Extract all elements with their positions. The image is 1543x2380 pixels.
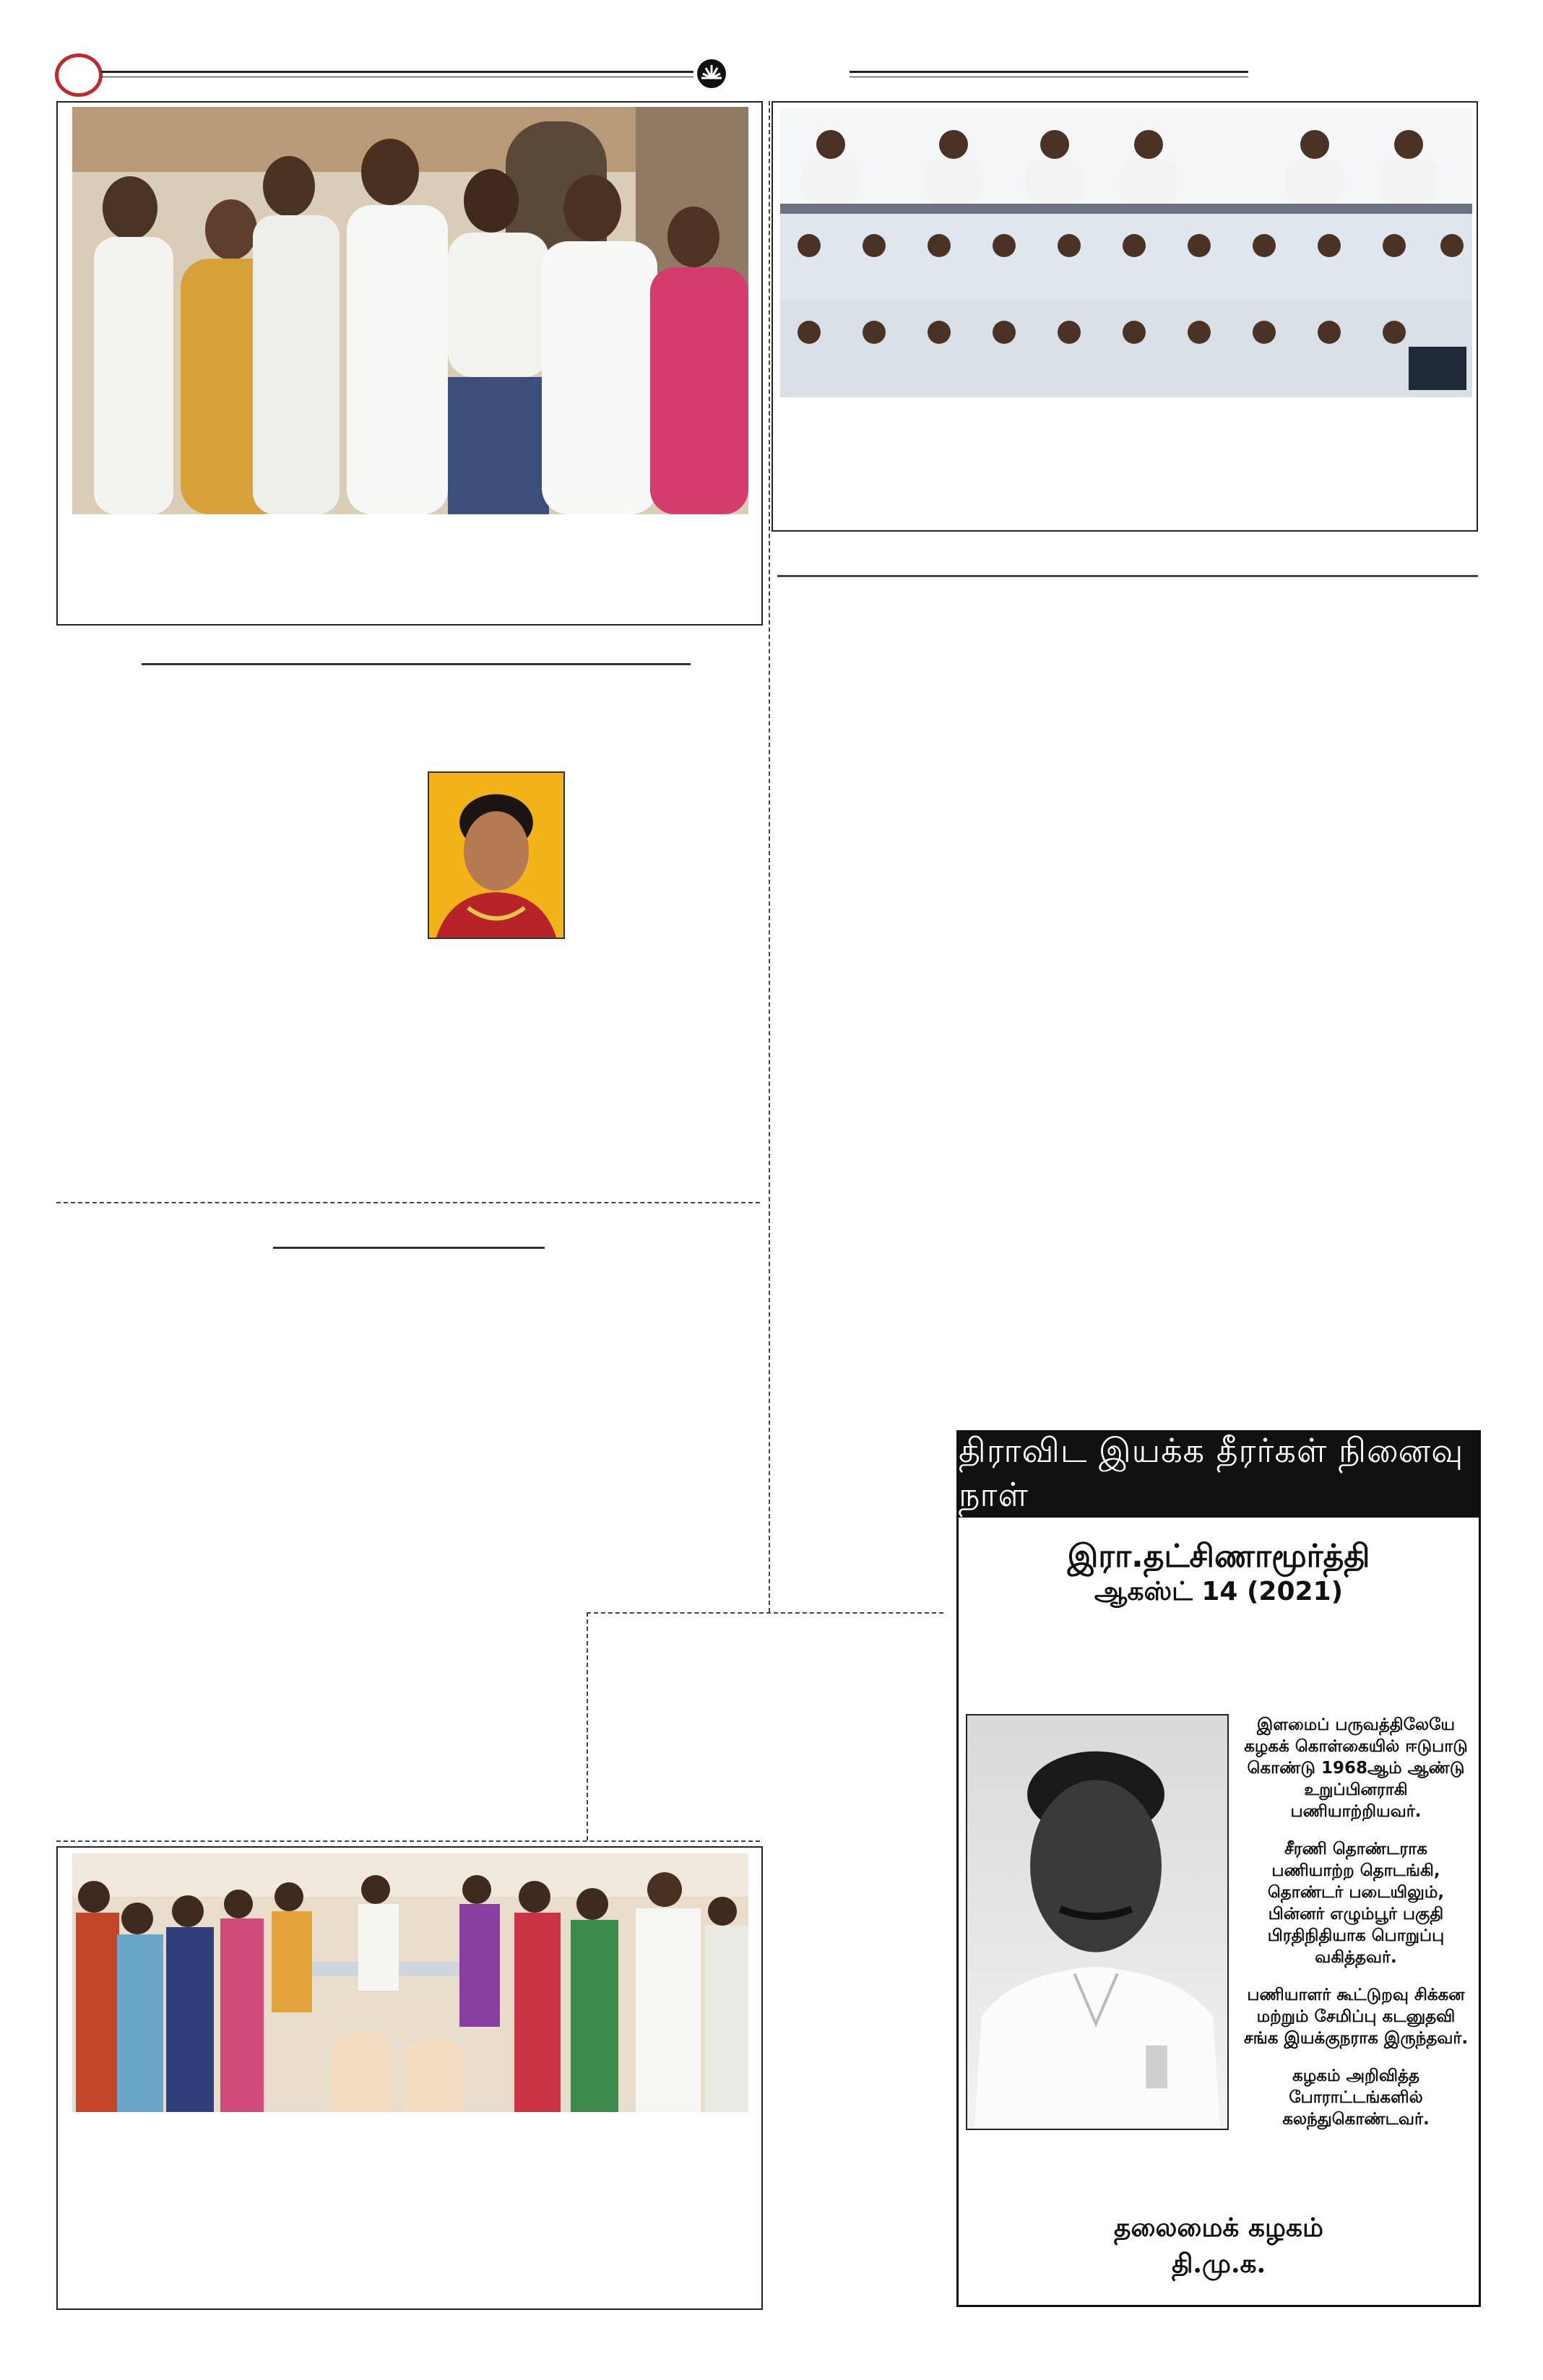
section-rule <box>273 1247 545 1249</box>
memorial-bio-paragraph: பணியாளர் கூட்டுறவு சிக்கன மற்றும் சேமிப்பு கடனுதவி சங்க இயக்குநராக இருந்தவர். <box>1243 1986 1469 2048</box>
dashed-separator <box>56 1840 760 1842</box>
memorial-portrait <box>966 1714 1229 2130</box>
memorial-footer-line2: தி.மு.க. <box>1171 2249 1266 2279</box>
photo-box-group <box>56 1846 763 2310</box>
photo-box-handover <box>56 101 763 626</box>
dashed-separator <box>56 1202 760 1203</box>
column-divider <box>769 101 770 1612</box>
masthead-rule <box>101 71 693 73</box>
photo-box-meeting <box>772 101 1478 532</box>
dashed-connector <box>587 1612 588 1840</box>
memorial-header <box>959 1432 1479 1518</box>
section-rule <box>777 575 1478 577</box>
photo-review-meeting <box>780 108 1472 397</box>
memorial-footer-line1: தலைமைக் கழகம் <box>1114 2212 1323 2243</box>
rising-sun-emblem-icon <box>696 58 727 90</box>
memorial-bio-paragraph: இளமைப் பருவத்திலேயே கழகக் கொள்கையில் ஈடுபாடு கொண்டு 1968ஆம் ஆண்டு உறுப்பினராகி பணியாற்றியவர். <box>1244 1715 1468 1821</box>
memorial-bio-paragraph: சீரணி தொண்டராக பணியாற்ற தொடங்கி, தொண்டர் படையிலும், பின்னர் எழும்பூர் பகுதி பிரதிநிதியாக பொறுப்பு வகித்தவர். <box>1267 1840 1445 1967</box>
portrait-woman <box>428 771 565 939</box>
memorial-person-name: இரா.தட்சிணாமூர்த்தி <box>1067 1538 1370 1575</box>
memorial-date: ஆகஸ்ட் 14 (2021) <box>1094 1577 1344 1606</box>
dashed-connector <box>587 1612 943 1614</box>
memorial-header-text: திராவிட இயக்க தீரர்கள் நினைவு நாள் <box>959 1431 1464 1514</box>
memorial-footer <box>959 2210 1479 2282</box>
masthead-logo-icon <box>55 53 103 97</box>
right-masthead-rule <box>850 71 1248 73</box>
memorial-notice <box>956 1430 1481 2307</box>
section-rule <box>142 663 691 665</box>
memorial-biography <box>1240 1714 1471 2146</box>
memorial-bio-paragraph: கழகம் அறிவித்த போராட்டங்களில் கலந்துகொண்டவர். <box>1282 2067 1430 2129</box>
photo-women-group <box>72 1853 748 2112</box>
photo-handover-ceremony <box>72 107 748 514</box>
